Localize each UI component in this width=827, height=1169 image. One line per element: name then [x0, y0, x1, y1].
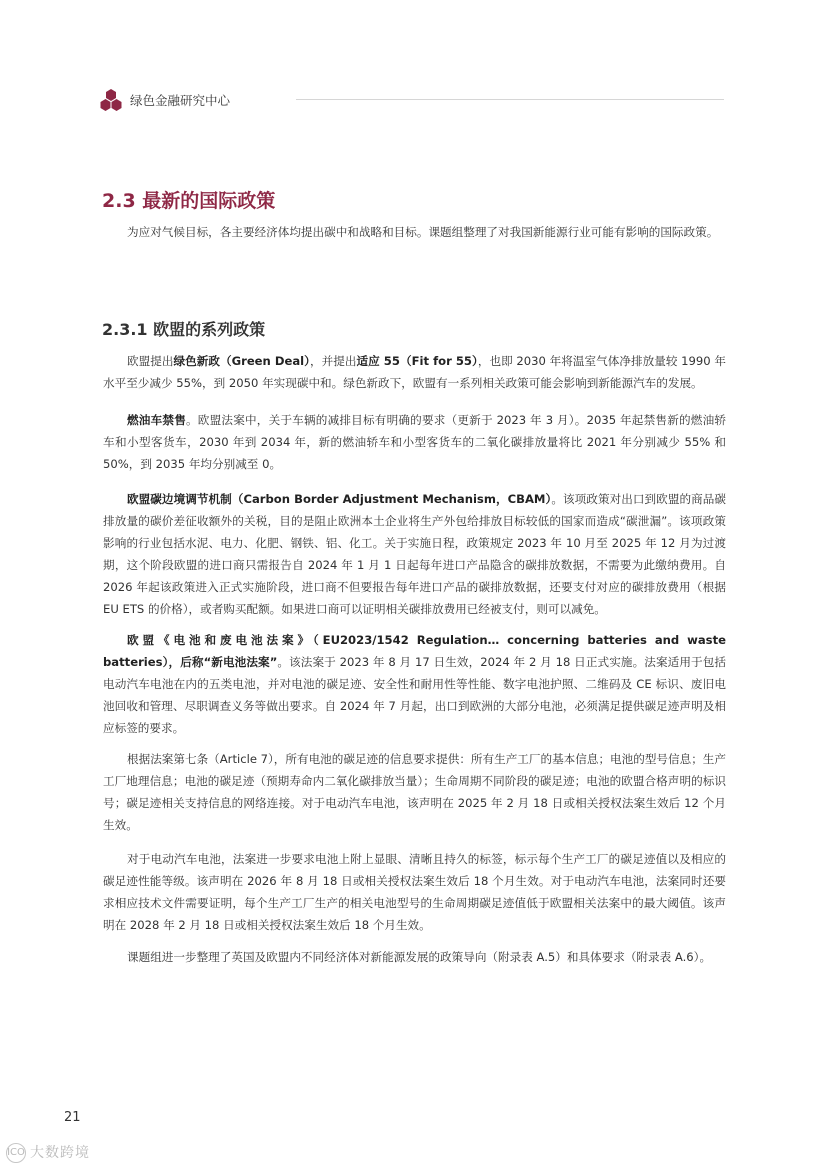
p1-bold-green-deal: 绿色新政（Green Deal）: [173, 354, 310, 368]
p2-bold: 燃油车禁售: [127, 413, 186, 427]
section-title: 2.3 最新的国际政策: [102, 190, 276, 212]
p4-bold: 欧盟《电池和废电池法案》（EU2023/1542 Regulation… concerning batteries and waste batteries），后称“新电池法案”: [103, 633, 726, 669]
p1-text-d: ，也即 2030 年将温室气体净排放量较 1990 年水平至少减少 55%，到 2050 年实现碳中和。绿色新政下，欧盟有一系列相关政策可能会影响到新能源汽车的发展。: [103, 354, 726, 390]
p4-text: 。该法案于 2023 年 8 月 17 日生效，2024 年 2 月 18 日正式实施。法案适用于包括电动汽车电池在内的五类电池，并对电池的碳足迹、安全性和耐用性等性能、数字电池护照、二维码及 CE 标识、废旧电池回收和管理、尽职调查义务等做出要求。自 2024 年 7 月起，出口到欧洲的大部分电池，必须满足提供碳足迹声明及相应标签的要求。: [103, 655, 726, 735]
paragraph-appendix-note: 课题组进一步整理了英国及欧盟内不同经济体对新能源发展的政策导向（附录表 A.5）和具体要求（附录表 A.6）。: [127, 950, 712, 964]
subsection-title: 2.3.1 欧盟的系列政策: [102, 320, 266, 339]
p1-text-a: 欧盟提出: [127, 354, 174, 368]
paragraph-ice-ban: [103, 409, 726, 475]
paragraph-battery-regulation: [103, 629, 726, 739]
paragraph-green-deal: [103, 350, 726, 394]
p1-bold-fit-for-55: 适应 55（Fit for 55）: [356, 354, 478, 368]
page-number: 21: [64, 1110, 81, 1125]
paragraph-article-7: 根据法案第七条（Article 7），所有电池的碳足迹的信息要求提供：所有生产工厂的基本信息；电池的型号信息；生产工厂地理信息；电池的碳足迹（预期寿命内二氧化碳排放当量）；生命周期不同阶段的碳足迹；电池的欧盟合格声明的标识号；碳足迹相关支持信息的网络连接。对于电动汽车电池，该声明在 2025 年 2 月 18 日或相关授权法案生效后 12 个月生效。: [103, 752, 726, 832]
paragraph-ev-battery-label: 对于电动汽车电池，法案进一步要求电池上附上显眼、清晰且持久的标签，标示每个生产工厂的碳足迹值以及相应的碳足迹性能等级。该声明在 2026 年 8 月 18 日或相关授权法案生效后 18 个月生效。对于电动汽车电池，法案同时还要求相应技术文件需要证明，每个生产工厂生产的相关电池型号的生命周期碳足迹值低于欧盟相关法案中的最大阈值。该声明在 2028 年 2 月 18 日或相关授权法案生效后 18 个月生效。: [103, 852, 726, 932]
paragraph-cbam: [103, 488, 726, 620]
watermark-text: 大数跨境: [30, 1145, 90, 1161]
section-intro: 为应对气候目标，各主要经济体均提出碳中和战略和目标。课题组整理了对我国新能源行业可能有影响的国际政策。: [127, 225, 719, 239]
p2-text: 。欧盟法案中，关于车辆的减排目标有明确的要求（更新于 2023 年 3 月）。2035 年起禁售新的燃油轿车和小型客货车，2030 年到 2034 年，新的燃油轿车和小型客货车的二氧化碳排放量将比 2021 年分别减少 55% 和 50%，到 2035 年均分别减至 0。: [103, 413, 726, 471]
watermark-logo-icon: ICO: [6, 1143, 26, 1163]
hexagon-cluster-icon: [100, 88, 122, 112]
p1-text-c: ，并提出: [310, 354, 357, 368]
org-name: 绿色金融研究中心: [130, 93, 231, 108]
watermark: [6, 1142, 90, 1163]
header-divider: [296, 99, 724, 100]
p3-bold: 欧盟碳边境调节机制（Carbon Border Adjustment Mechanism，CBAM）: [127, 492, 552, 506]
p3-text: 。该项政策对出口到欧盟的商品碳排放量的碳价差征收额外的关税，目的是阻止欧洲本土企业将生产外包给排放目标较低的国家而造成“碳泄漏”。该项政策影响的行业包括水泥、电力、化肥、钢铁、铝、化工。关于实施日程，政策规定 2023 年 10 月至 2025 年 12 月为过渡期，这个阶段欧盟的进口商只需报告自 2024 年 1 月 1 日起每年进口产品隐含的碳排放数据，不需要为此缴纳费用。自 2026 年起该政策进入正式实施阶段，进口商不但要报告每年进口产品的碳排放数据，还要支付对应的碳排放费用（根据 EU ETS 的价格），或者购买配额。如果进口商可以证明相关碳排放费用已经被支付，则可以减免。: [103, 492, 726, 616]
page-header: [100, 86, 724, 114]
